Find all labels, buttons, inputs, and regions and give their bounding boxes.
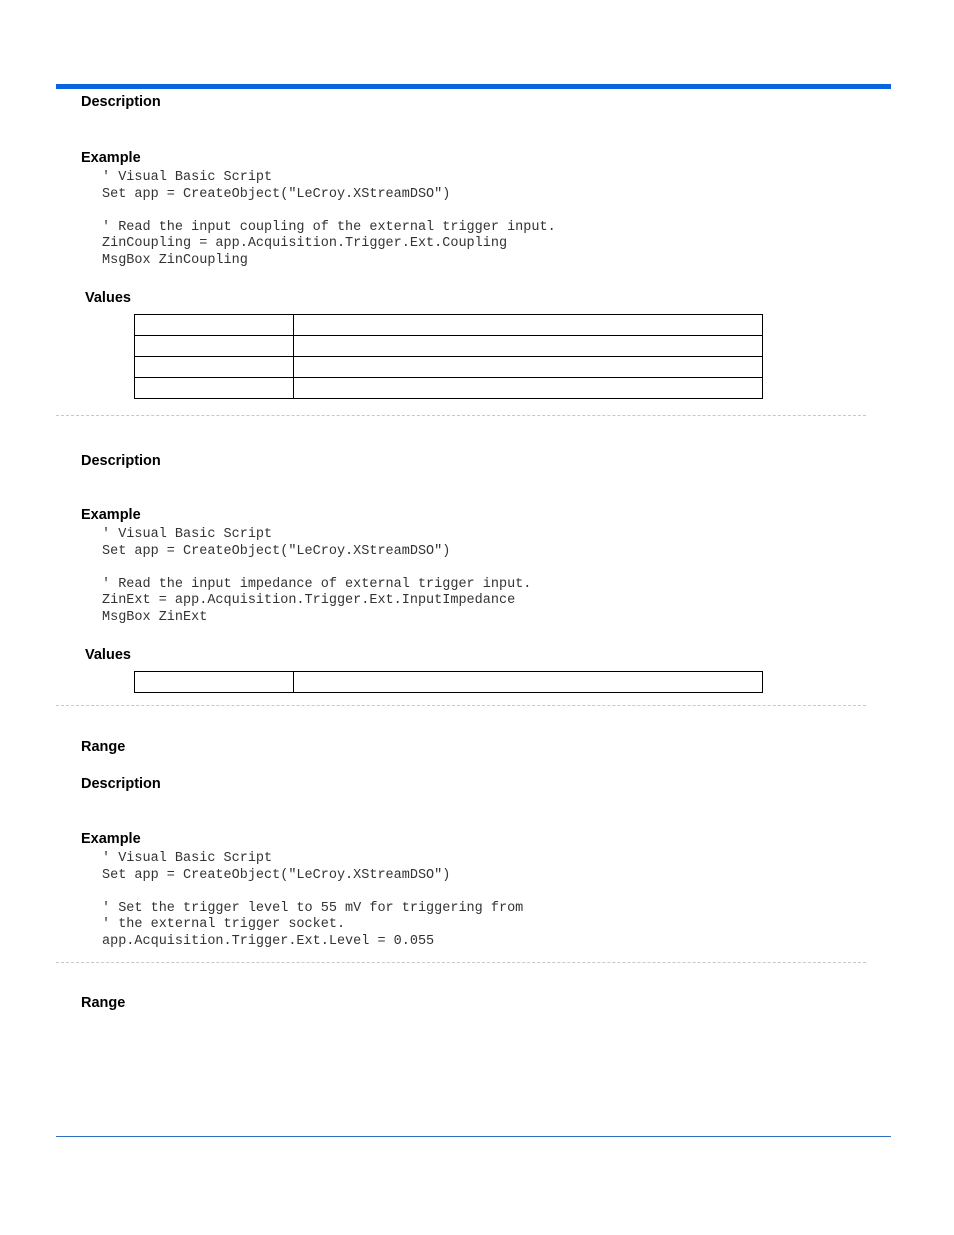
description-heading: Description — [81, 776, 161, 792]
example-heading: Example — [81, 507, 141, 523]
section-divider — [56, 415, 866, 416]
description-heading: Description — [81, 453, 161, 469]
section-divider — [56, 705, 866, 706]
table-row — [135, 378, 763, 399]
table-row — [135, 357, 763, 378]
code-example: ' Visual Basic Script Set app = CreateObject("LeCroy.XStreamDSO") ' Read the input impedance of external trigger input. ZinExt = app.Acquisition.Trigger.Ext.InputImpedance MsgBox ZinExt — [102, 527, 532, 625]
header-rule — [56, 84, 891, 89]
example-heading: Example — [81, 831, 141, 847]
table-cell — [294, 672, 763, 693]
values-table — [134, 671, 763, 693]
description-heading: Description — [81, 94, 161, 110]
table-cell — [135, 315, 294, 336]
table-cell — [294, 378, 763, 399]
table-cell — [294, 357, 763, 378]
table-cell — [294, 315, 763, 336]
code-example: ' Visual Basic Script Set app = CreateObject("LeCroy.XStreamDSO") ' Set the trigger level to 55 mV for triggering from ' the external trigger socket. app.Acquisition.Trigger.Ext.Level = 0.055 — [102, 851, 524, 949]
values-table — [134, 314, 763, 399]
table-cell — [135, 378, 294, 399]
range-heading: Range — [81, 995, 126, 1011]
table-row — [135, 672, 763, 693]
section-divider — [56, 962, 866, 963]
values-heading: Values — [85, 290, 131, 306]
example-heading: Example — [81, 150, 141, 166]
table-cell — [135, 672, 294, 693]
table-row — [135, 336, 763, 357]
table-cell — [135, 336, 294, 357]
footer-rule — [56, 1136, 891, 1137]
table-row — [135, 315, 763, 336]
table-cell — [135, 357, 294, 378]
code-example: ' Visual Basic Script Set app = CreateObject("LeCroy.XStreamDSO") ' Read the input coupling of the external trigger input. ZinCoupling = app.Acquisition.Trigger.Ext.Coupling MsgBox ZinCoupling — [102, 170, 556, 268]
values-heading: Values — [85, 647, 131, 663]
range-heading: Range — [81, 739, 126, 755]
table-cell — [294, 336, 763, 357]
